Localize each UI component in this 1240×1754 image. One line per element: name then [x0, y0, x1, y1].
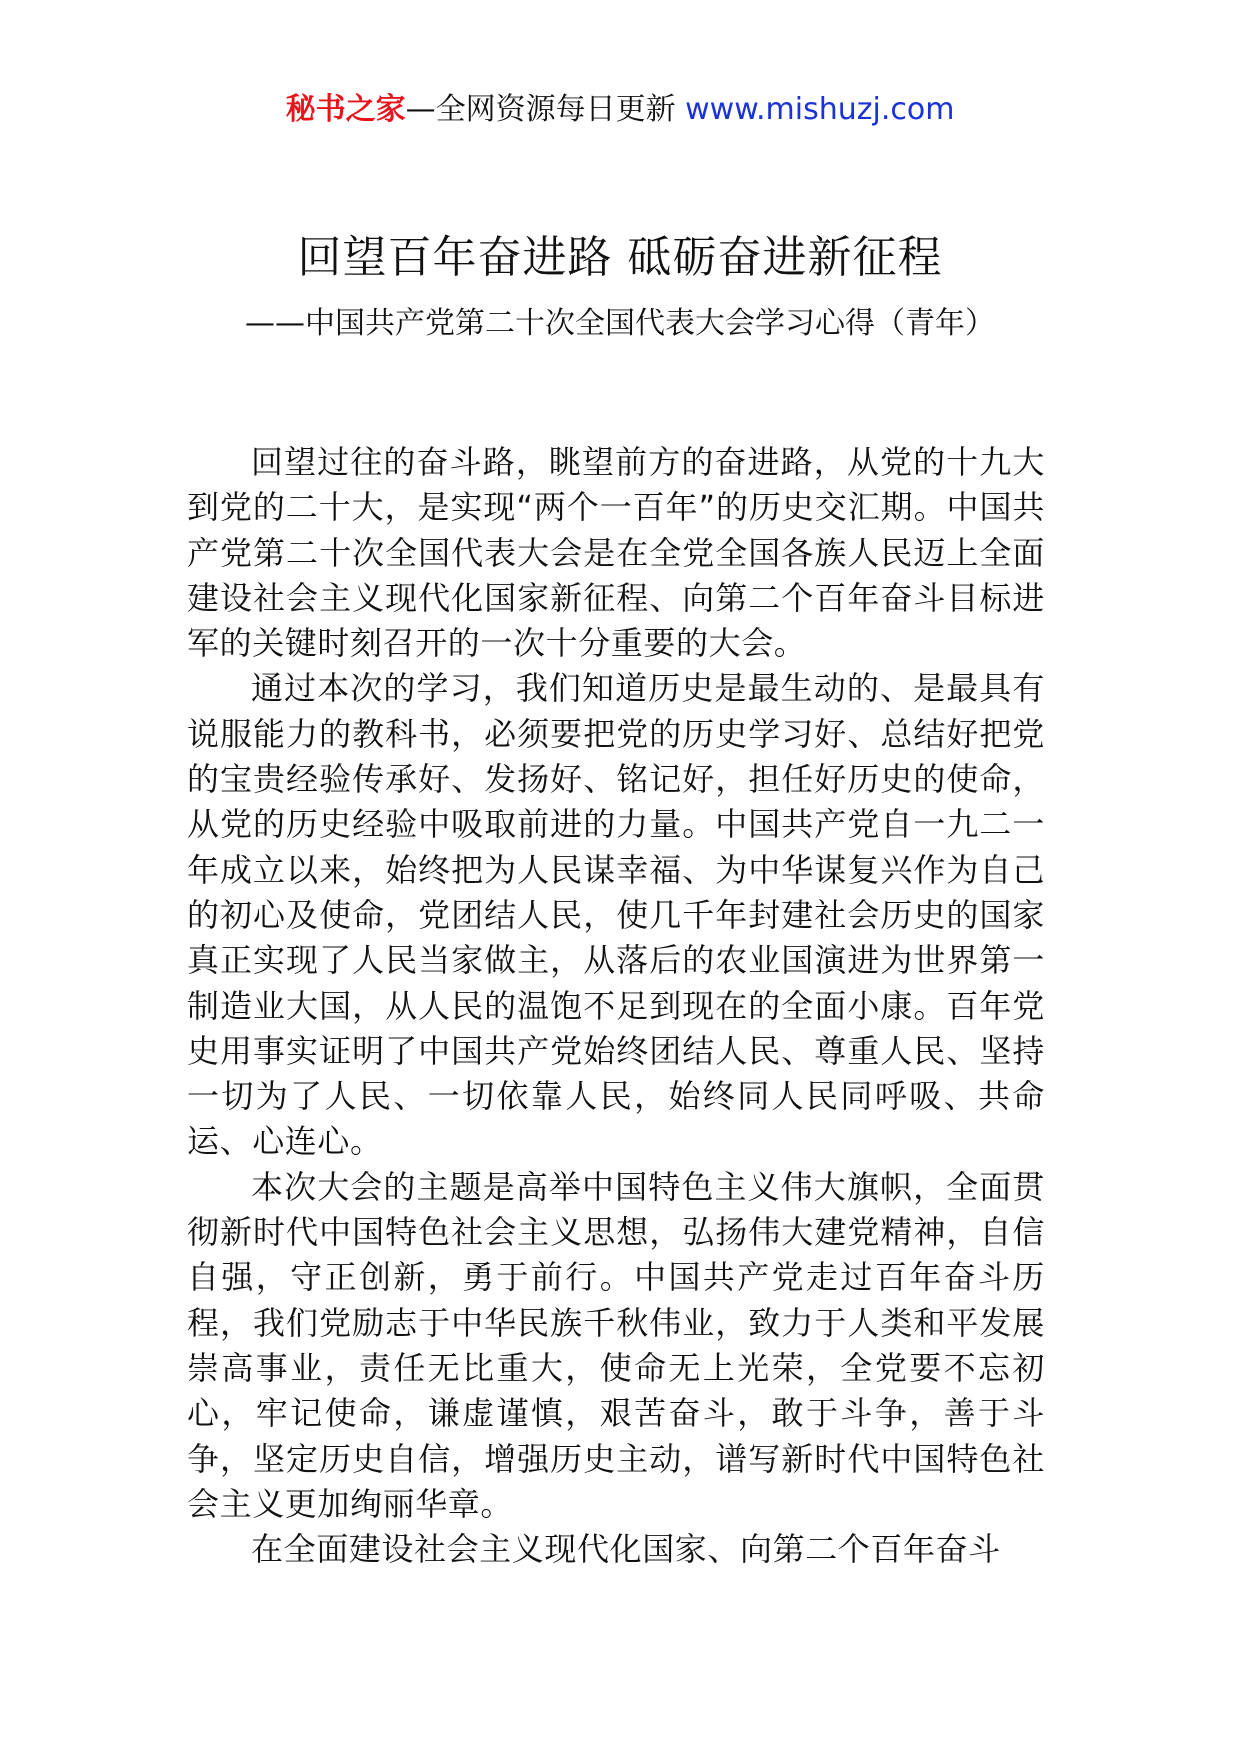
- brand-name: 秘书之家: [285, 92, 406, 127]
- document-body: [187, 440, 1045, 1572]
- body-paragraph: 本次大会的主题是高举中国特色主义伟大旗帜，全面贯彻新时代中国特色社会主义思想，弘扬伟大建党精神，自信自强，守正创新，勇于前行。中国共产党走过百年奋斗历程，我们党励志于中华民族千秋伟业，致力于人类和平发展崇高事业，责任无比重大，使命无上光荣，全党要不忘初心，牢记使命，谦虚谨慎，艰苦奋斗，敢于斗争，善于斗争，坚定历史自信，增强历史主动，谱写新时代中国特色社会主义更加绚丽华章。: [187, 1167, 1045, 1523]
- document-title: 回望百年奋进路 砥砺奋进新征程: [297, 232, 943, 283]
- body-paragraph: 在全面建设社会主义现代化国家、向第二个百年奋斗: [251, 1530, 1001, 1569]
- site-url-link[interactable]: www.mishuzj.com: [685, 92, 955, 127]
- header-slogan: —全网资源每日更新: [405, 92, 676, 127]
- body-paragraph: 回望过往的奋斗路，眺望前方的奋进路，从党的十九大到党的二十大，是实现“两个一百年”的历史交汇期。中国共产党第二十次全国代表大会是在全党全国各族人民迈上全面建设社会主义现代化国家新征程、向第二个百年奋斗目标进军的关键时刻召开的一次十分重要的大会。: [187, 443, 1045, 663]
- document-subtitle: ——中国共产党第二十次全国代表大会学习心得（青年）: [245, 306, 995, 341]
- body-paragraph: 通过本次的学习，我们知道历史是最生动的、是最具有说服能力的教科书，必须要把党的历史学习好、总结好把党的宝贵经验传承好、发扬好、铭记好，担任好历史的使命，从党的历史经验中吸取前进的力量。中国共产党自一九二一年成立以来，始终把为人民谋幸福、为中华谋复兴作为自己的初心及使命，党团结人民，使几千年封建社会历史的国家真正实现了人民当家做主，从落后的农业国演进为世界第一制造业大国，从人民的温饱不足到现在的全面小康。百年党史用事实证明了中国共产党始终团结人民、尊重人民、坚持一切为了人民、一切依靠人民，始终同人民同呼吸、共命运、心连心。: [187, 669, 1045, 1161]
- page-header: [0, 88, 1240, 132]
